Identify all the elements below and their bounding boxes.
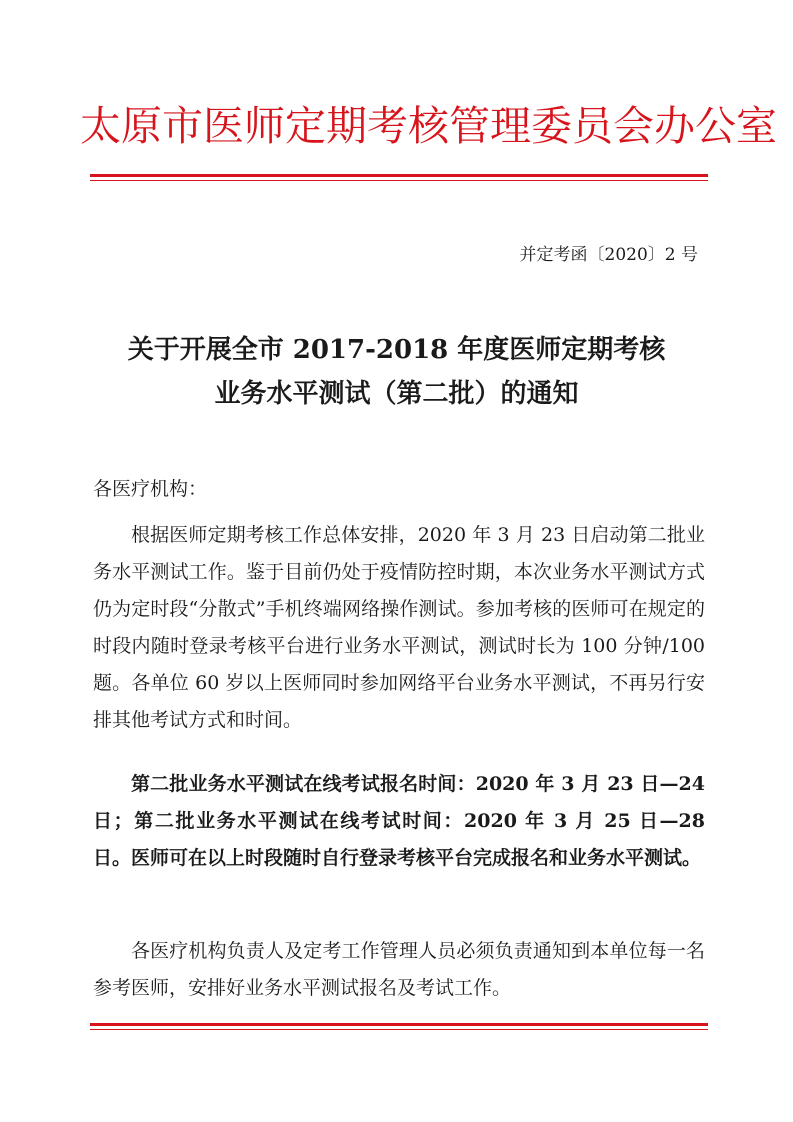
salutation: 各医疗机构： [93, 478, 208, 500]
paragraph-responsibility: 各医疗机构负责人及定考工作管理人员必须负责通知到本单位每一名参考医师，安排好业务水平测试报名及考试工作。 [93, 940, 705, 999]
org-header-title: 太原市医师定期考核管理委员会办公室 [80, 102, 777, 150]
footer-rule-thin [90, 1029, 708, 1030]
header-rule-thick [90, 174, 708, 177]
paragraph-schedule: 根据医师定期考核工作总体安排，2020 年 3 月 23 日启动第二批业务水平测试工作。鉴于目前仍处于疫情防控时期，本次业务水平测试方式仍为定时段“分散式”手机终端网络操作测试。参加考核的医师可在规定的时段内随时登录考核平台进行业务水平测试，测试时长为 100 分钟/100 题。各单位 60 岁以上医师同时参加网络平台业务水平测试，不再另行安排其他考试方式和时间。 [93, 524, 705, 731]
footer-rule-thick [90, 1023, 708, 1026]
paragraph-exam-times: 第二批业务水平测试在线考试报名时间：2020 年 3 月 23 日—24 日；第二批业务水平测试在线考试时间：2020 年 3 月 25 日—28 日。医师可在以上时段随时自行登录考核平台完成报名和业务水平测试。 [93, 773, 705, 869]
notice-title-line1: 关于开展全市 2017-2018 年度医师定期考核 [127, 335, 666, 365]
notice-title-line2: 业务水平测试（第二批）的通知 [214, 379, 579, 409]
document-number: 并定考函〔2020〕2 号 [519, 245, 698, 265]
header-rule-thin [90, 180, 708, 181]
